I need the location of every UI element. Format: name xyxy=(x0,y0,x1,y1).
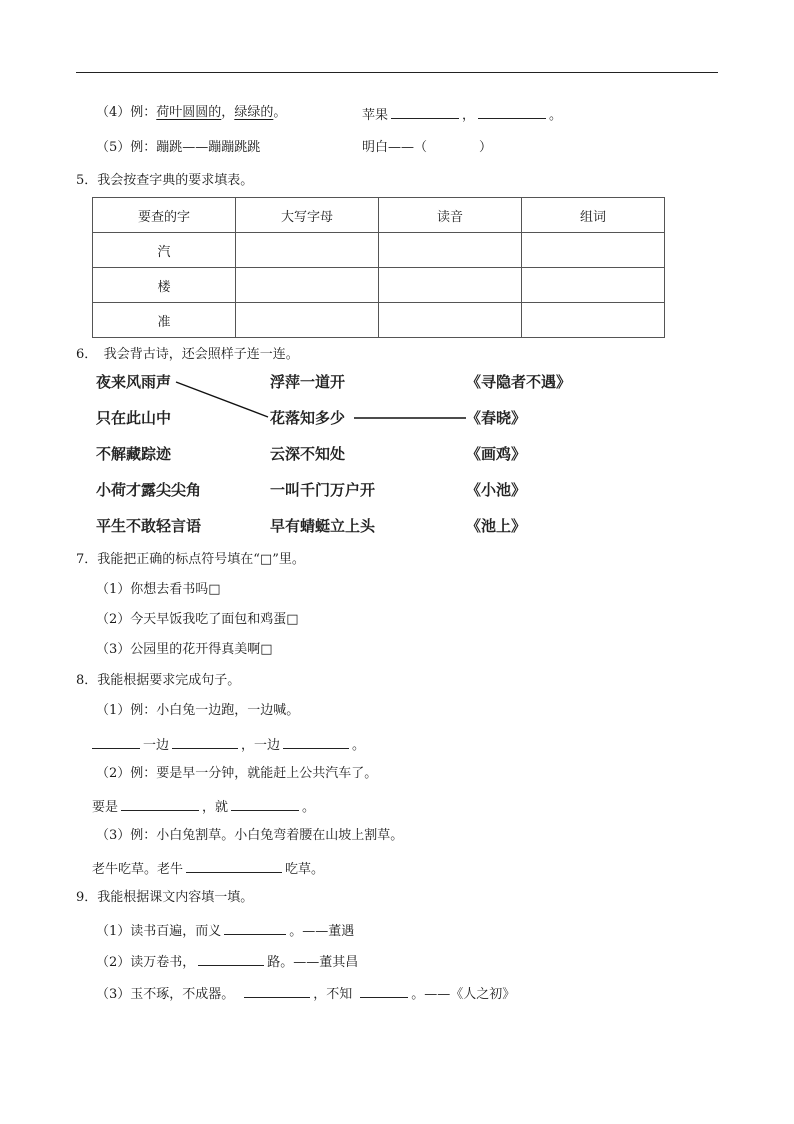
sec9-blank-1[interactable] xyxy=(224,920,286,935)
table-cell[interactable] xyxy=(522,233,665,268)
poem-title[interactable]: 《画鸡》 xyxy=(466,445,527,463)
sec7-item[interactable]: （2）今天早饭我吃了面包和鸡蛋□ xyxy=(96,612,299,627)
sec8-example-1: （1）例：小白兔一边跑，一边喊。 xyxy=(96,703,300,718)
table-char: 汽 xyxy=(93,233,236,268)
sec9-blank-3[interactable] xyxy=(244,983,310,998)
sec8-fill-2: 要是 ，就 。 xyxy=(92,796,315,817)
q4-blank-1[interactable] xyxy=(391,104,459,119)
poem-line-left[interactable]: 平生不敢轻言语 xyxy=(96,517,202,535)
poem-title[interactable]: 《小池》 xyxy=(466,481,527,499)
sec8-blank-5[interactable] xyxy=(231,796,299,811)
sec6-title: 6． 我会背古诗，还会照样子连一连。 xyxy=(76,347,299,362)
sec9-blank-2[interactable] xyxy=(198,951,264,966)
q5-answer xyxy=(362,139,492,157)
q4-comma: ， xyxy=(221,105,235,120)
table-row xyxy=(93,233,665,268)
q5-prompt: 明白——（ xyxy=(362,140,428,155)
poem-line-middle[interactable]: 浮萍一道开 xyxy=(270,373,346,391)
sec7-item[interactable]: （1）你想去看书吗□ xyxy=(96,582,221,597)
sec5-title: 5．我会按查字典的要求填表。 xyxy=(76,173,254,188)
q4-prompt: 苹果 xyxy=(362,108,389,123)
poem-title[interactable]: 《寻隐者不遇》 xyxy=(466,373,572,391)
q5-label: （5）例： xyxy=(96,140,157,155)
header-rule xyxy=(76,72,718,73)
table-header: 要查的字 xyxy=(93,198,236,233)
q4-label: （4）例： xyxy=(96,105,157,120)
sec8-blank-2[interactable] xyxy=(172,734,238,749)
poem-title[interactable]: 《春晓》 xyxy=(466,409,527,427)
q4-sep: ， xyxy=(462,108,476,123)
table-row xyxy=(93,303,665,338)
table-cell[interactable] xyxy=(379,268,522,303)
q4-example-b: 绿绿的 xyxy=(234,105,274,120)
q5-close: ） xyxy=(479,140,493,155)
poem-line-middle[interactable]: 云深不知处 xyxy=(270,445,346,463)
q4-period: 。 xyxy=(273,105,287,120)
table-cell[interactable] xyxy=(379,233,522,268)
table-char: 准 xyxy=(93,303,236,338)
table-cell[interactable] xyxy=(522,303,665,338)
table-cell[interactable] xyxy=(236,268,379,303)
sec9-line-3: （3）玉不琢，不成器。 ，不知 。——《人之初》 xyxy=(96,983,515,1004)
sec8-blank-3[interactable] xyxy=(283,734,349,749)
poem-line-left[interactable]: 不解藏踪迹 xyxy=(96,445,172,463)
poem-line-middle[interactable]: 一叫千门万户开 xyxy=(270,481,376,499)
table-row xyxy=(93,268,665,303)
q4-end: 。 xyxy=(549,108,563,123)
q4-line xyxy=(96,104,286,122)
table-cell[interactable] xyxy=(236,233,379,268)
q5-example: 蹦跳——蹦蹦跳跳 xyxy=(156,140,261,155)
dictionary-table xyxy=(92,197,665,338)
poem-line-left[interactable]: 夜来风雨声 xyxy=(96,373,172,391)
table-header: 组词 xyxy=(522,198,665,233)
connector-line-1 xyxy=(176,382,268,417)
sec9-line-2: （2）读万卷书， 路。——董其昌 xyxy=(96,951,358,972)
q4-example-a: 荷叶圆圆的 xyxy=(156,105,222,120)
poem-line-left[interactable]: 小荷才露尖尖角 xyxy=(96,481,202,499)
sec8-fill-3: 老牛吃草。老牛 吃草。 xyxy=(92,858,324,879)
sec9-line-1: （1）读书百遍，而义 。——董遇 xyxy=(96,920,354,941)
table-header: 大写字母 xyxy=(236,198,379,233)
sec8-example-2: （2）例：要是早一分钟，就能赶上公共汽车了。 xyxy=(96,766,378,781)
q4-blank-2[interactable] xyxy=(478,104,546,119)
sec8-blank-1[interactable] xyxy=(92,734,140,749)
table-cell[interactable] xyxy=(236,303,379,338)
q5-line xyxy=(96,139,260,157)
sec9-blank-4[interactable] xyxy=(360,983,408,998)
sec8-example-3: （3）例：小白兔割草。小白兔弯着腰在山坡上割草。 xyxy=(96,828,404,843)
table-cell[interactable] xyxy=(379,303,522,338)
sec9-title: 9．我能根据课文内容填一填。 xyxy=(76,890,254,905)
poem-line-left[interactable]: 只在此山中 xyxy=(96,409,172,427)
sec8-blank-6[interactable] xyxy=(186,858,282,873)
table-char: 楼 xyxy=(93,268,236,303)
sec8-title: 8．我能根据要求完成句子。 xyxy=(76,673,241,688)
poem-line-middle[interactable]: 花落知多少 xyxy=(270,409,346,427)
table-cell[interactable] xyxy=(522,268,665,303)
sec7-title: 7．我能把正确的标点符号填在“□”里。 xyxy=(76,552,305,567)
table-header-row xyxy=(93,198,665,233)
sec7-item[interactable]: （3）公园里的花开得真美啊□ xyxy=(96,642,273,657)
q4-answer xyxy=(362,104,562,125)
poem-title[interactable]: 《池上》 xyxy=(466,517,527,535)
sec8-blank-4[interactable] xyxy=(121,796,199,811)
poem-line-middle[interactable]: 早有蜻蜓立上头 xyxy=(270,517,376,535)
table-header: 读音 xyxy=(379,198,522,233)
sec8-fill-1: 一边 ，一边 。 xyxy=(92,734,365,755)
